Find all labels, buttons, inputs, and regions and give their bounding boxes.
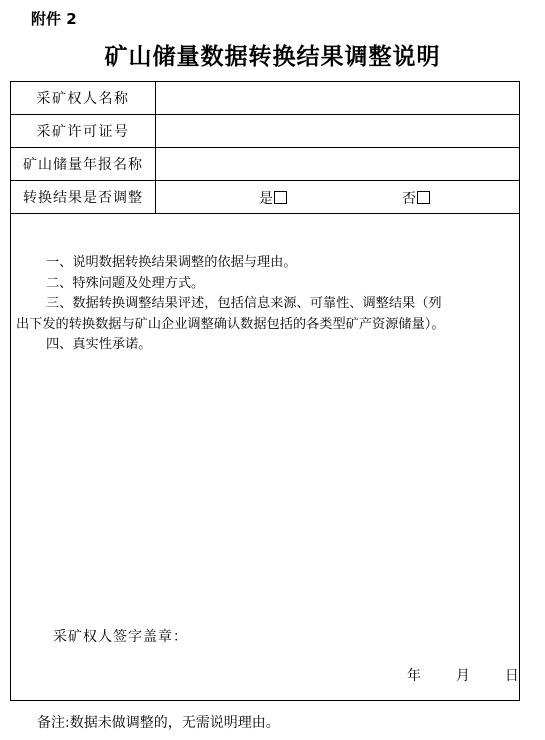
row-mining-right-holder bbox=[11, 82, 519, 115]
explanation-body bbox=[16, 253, 516, 356]
date-day: 日 bbox=[504, 668, 519, 684]
line-review: 三、数据转换调整结果评述，包括信息来源、可靠性、调整结果（列 bbox=[46, 296, 442, 311]
footer-note: 备注:数据未做调整的，无需说明理由。 bbox=[37, 715, 280, 731]
no-label: 否 bbox=[402, 191, 416, 207]
line-basis: 一、说明数据转换结果调整的依据与理由。 bbox=[46, 255, 297, 270]
yes-checkbox[interactable] bbox=[274, 191, 287, 204]
attachment-label: 附件 2 bbox=[31, 10, 77, 28]
explanation-form bbox=[10, 81, 520, 701]
annual-report-name-field[interactable] bbox=[156, 148, 519, 180]
date-month: 月 bbox=[455, 668, 470, 684]
adjusted-choice-field bbox=[156, 181, 519, 213]
mining-license-number-field[interactable] bbox=[156, 115, 519, 147]
yes-label: 是 bbox=[259, 191, 273, 207]
row-adjusted-choice bbox=[11, 181, 519, 214]
mining-right-holder-field[interactable] bbox=[156, 82, 519, 114]
no-checkbox[interactable] bbox=[417, 191, 430, 204]
line-authenticity: 四、真实性承诺。 bbox=[46, 337, 152, 352]
mining-right-holder-label: 采矿权人名称 bbox=[11, 82, 156, 114]
row-annual-report-name bbox=[11, 148, 519, 181]
annual-report-name-label: 矿山储量年报名称 bbox=[11, 148, 156, 180]
adjusted-choice-label: 转换结果是否调整 bbox=[11, 181, 156, 213]
mining-license-number-label: 采矿许可证号 bbox=[11, 115, 156, 147]
line-special-issues: 二、特殊问题及处理方式。 bbox=[46, 275, 205, 291]
row-mining-license-number bbox=[11, 115, 519, 148]
date-line bbox=[407, 665, 519, 685]
signature-label: 采矿权人签字盖章： bbox=[53, 629, 188, 645]
no-option[interactable] bbox=[402, 188, 430, 208]
date-year: 年 bbox=[407, 668, 421, 684]
line-review-cont: 出下发的转换数据与矿山企业调整确认数据包括的各类型矿产资源储量）。 bbox=[16, 316, 445, 332]
page-title: 矿山储量数据转换结果调整说明 bbox=[104, 44, 441, 70]
yes-option[interactable] bbox=[259, 188, 287, 208]
